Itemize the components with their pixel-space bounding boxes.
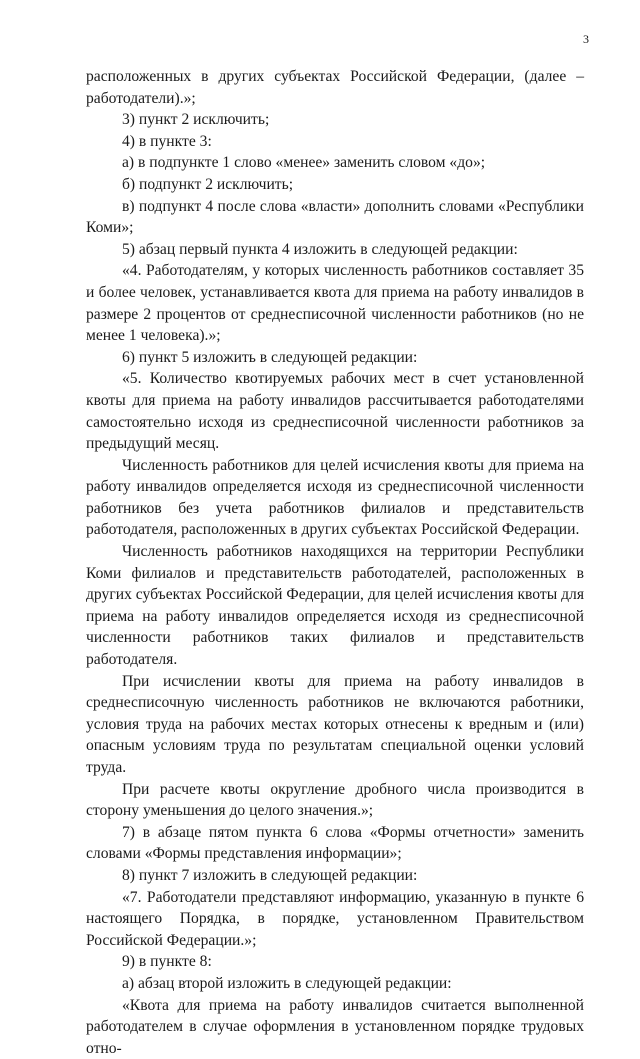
paragraph: б) подпункт 2 исключить; [122, 175, 294, 193]
paragraph: Численность работников находящихся на территории Республики Коми филиалов и представительств работодателей, расположенных в других субъектах Российской Федерации, для целей исчисления квоты для приема на работу инвалидов определяется исходя из среднесписочной численности работников таких филиалов и представительств работодателя. [86, 543, 584, 669]
paragraph: 8) пункт 7 изложить в следующей редакции: [122, 866, 418, 884]
paragraph: При исчислении квоты для приема на работу инвалидов в среднесписочную численность работников не включаются работники, условия труда на рабочих местах которых отнесены к вредным и (или) опасным условиям труда по результатам специальной оценки условий труда. [86, 672, 584, 776]
paragraph: 7) в абзаце пятом пункта 6 слова «Формы отчетности» заменить словами «Формы представления информации»; [86, 823, 584, 863]
paragraph: 6) пункт 5 изложить в следующей редакции: [122, 348, 418, 366]
paragraph: «5. Количество квотируемых рабочих мест в счет установленной квоты для приема на работу инвалидов рассчитывается работодателями самостоятельно исходя из среднесписочной численности работников за предыдущий месяц. [86, 370, 584, 453]
page-number: 3 [583, 32, 589, 46]
paragraph: 3) пункт 2 исключить; [122, 111, 270, 129]
paragraph: а) в подпункте 1 слово «менее» заменить словом «до»; [122, 154, 486, 172]
paragraph: Численность работников для целей исчисления квоты для приема на работу инвалидов определяется исходя из среднесписочной численности работников без учета работников филиалов и представительств работодателя, расположенных в других субъектах Российской Федерации. [86, 456, 584, 539]
paragraph: а) абзац второй изложить в следующей редакции: [122, 974, 452, 992]
paragraph: расположенных в других субъектах Российской Федерации, (далее – работодатели).»; [86, 68, 584, 107]
paragraph: При расчете квоты округление дробного числа производится в сторону уменьшения до целого значения.»; [86, 780, 584, 820]
paragraph: 4) в пункте 3: [122, 132, 212, 150]
paragraph: «4. Работодателям, у которых численность работников составляет 35 и более человек, устанавливается квота для приема на работу инвалидов в размере 2 процентов от среднесписочной численности работников (но не менее 1 человека).»; [86, 262, 584, 345]
paragraph: 9) в пункте 8: [122, 953, 212, 971]
paragraph: 5) абзац первый пункта 4 изложить в следующей редакции: [122, 240, 518, 258]
paragraph: «Квота для приема на работу инвалидов считается выполненной работодателем в случае оформления в установленном порядке трудовых отно- [86, 996, 584, 1057]
paragraph: «7. Работодатели представляют информацию, указанную в пункте 6 настоящего Порядка, в порядке, установленном Правительством Российской Федерации.»; [86, 888, 584, 949]
paragraph: в) подпункт 4 после слова «власти» дополнить словами «Республики Коми»; [86, 197, 584, 237]
document-body [86, 66, 584, 1059]
